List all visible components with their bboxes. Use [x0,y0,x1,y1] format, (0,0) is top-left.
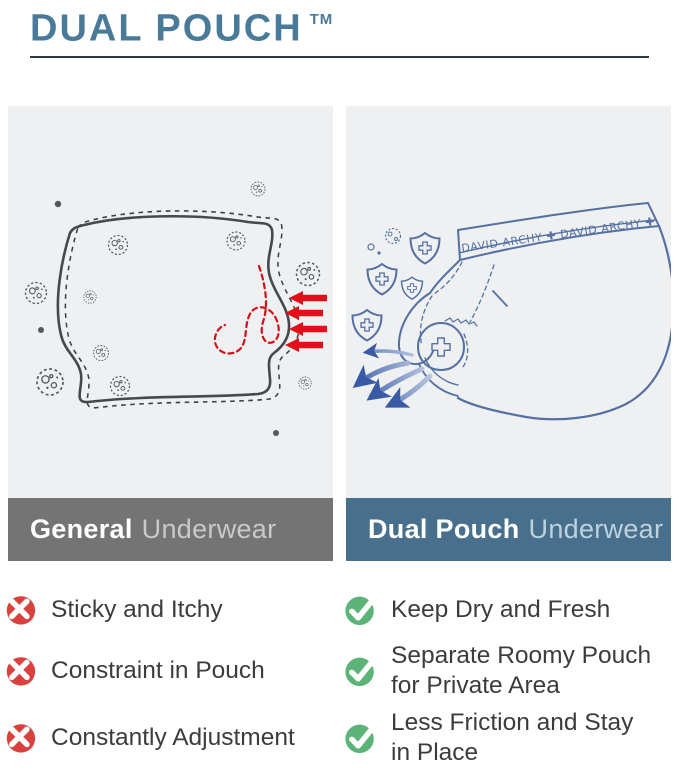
dual-pouch-panel [346,106,671,498]
general-underwear-illustration [8,106,333,498]
dual-pouch-illustration [346,106,671,498]
cross-icon [4,593,37,626]
check-icon [344,654,377,687]
divider-line [30,56,649,58]
pros-cons-lists [4,581,679,773]
list-item-con [4,639,342,703]
general-underwear-panel [8,106,333,498]
check-icon [344,721,377,754]
cross-icon [4,721,37,754]
list-item-pro [342,639,679,703]
label-bars [8,498,671,561]
underwear-dashed-outline [65,211,299,408]
pro-text: Less Friction and Stay in Place [391,708,634,766]
header [0,0,679,58]
dual-pouch-label-bar [346,498,671,561]
shield-icons [353,233,440,341]
list-item-pro [342,703,679,773]
con-text: Sticky and Itchy [51,595,223,623]
con-text: Constantly Adjustment [51,723,295,751]
page-title [30,0,679,52]
general-label-secondary: Underwear [141,513,277,544]
dual-pouch-label-primary: Dual Pouch [368,513,520,544]
comparison-panels [8,106,671,498]
list-item-con [4,703,342,773]
pro-text: Separate Roomy Pouch for Private Area [391,641,652,699]
list-item-pro [342,581,679,639]
title-text: DUAL POUCH [30,7,303,50]
pro-text: Keep Dry and Fresh [391,595,611,623]
list-item-con [4,581,342,639]
airflow-arrows [359,351,430,404]
dual-pouch-label-secondary: Underwear [528,513,664,544]
pouch-shape-red-dashed [215,266,279,353]
check-icon [344,593,377,626]
general-underwear-label-bar [8,498,333,561]
waistband-brand-text: DAVID ARCHY ✚ DAVID ARCHY ✚ [460,214,656,255]
general-label-primary: General [30,513,133,544]
cross-icon [4,654,37,687]
germ-icon-blue [368,228,401,254]
trademark-symbol: TM [309,11,334,28]
con-text: Constraint in Pouch [51,656,265,684]
